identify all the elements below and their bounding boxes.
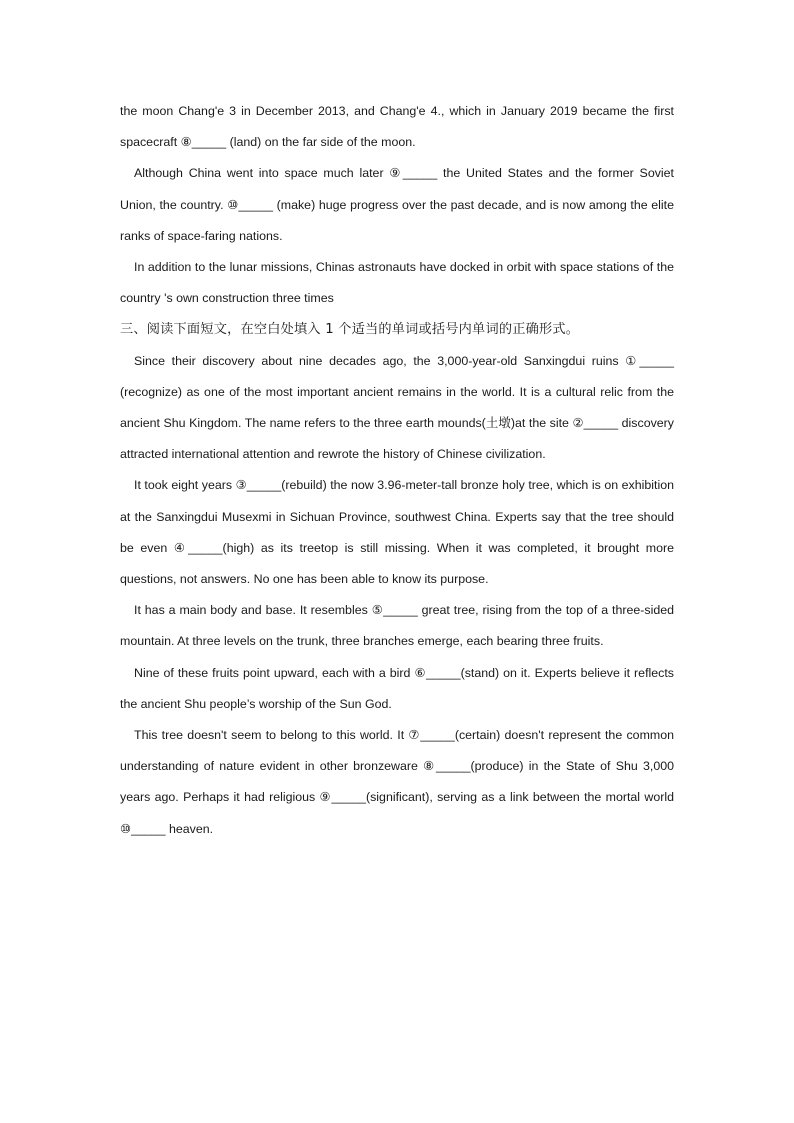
section-three-paragraph-1: Since their discovery about nine decades ago, the 3,000-year-old Sanxingdui ruins ①_____ (recognize) as one of the most important ancient remains in the world. It is a cultural relic from the ancient Shu Kingdom. The name refers to the three earth mounds(土墩)at the site ②_____ discovery attracted international attention and rewrote the history of Chinese civilization.: [120, 353, 674, 462]
section-three-paragraph-5: This tree doesn't seem to belong to this world. It ⑦_____(certain) doesn't represent the common understanding of nature evident in other bronzeware ⑧_____(produce) in the State of Shu 3,000 years ago. Perhaps it had religious ⑨_____(significant), serving as a link between the mortal world ⑩_____ heaven.: [120, 728, 674, 836]
passage-paragraph-1: the moon Chang'e 3 in December 2013, and Chang'e 4., which in January 2019 became the first spacecraft ⑧_____ (land) on the far side of the moon.: [120, 104, 674, 150]
passage-paragraph-2: Although China went into space much later ⑨_____ the United States and the former Soviet Union, the country. ⑩_____ (make) huge progress over the past decade, and is now among the elite ranks of space-faring nations.: [120, 166, 674, 243]
section-three-heading: 三、阅读下面短文，在空白处填入 1 个适当的单词或括号内单词的正确形式。: [120, 322, 580, 338]
passage-paragraph-3: In addition to the lunar missions, Chinas astronauts have docked in orbit with space stations of the country 's own construction three times: [120, 260, 674, 306]
section-three-paragraph-3: It has a main body and base. It resembles ⑤_____ great tree, rising from the top of a three-sided mountain. At three levels on the trunk, three branches emerge, each bearing three fruits.: [120, 603, 674, 649]
section-three-paragraph-2: It took eight years ③_____(rebuild) the now 3.96-meter-tall bronze holy tree, which is on exhibition at the Sanxingdui Musexmi in Sichuan Province, southwest China. Experts say that the tree should be even ④_____(high) as its treetop is still missing. When it was completed, it brought more questions, not answers. No one has been able to know its purpose.: [120, 478, 674, 587]
document-page: [120, 96, 674, 845]
section-three-paragraph-4: Nine of these fruits point upward, each with a bird ⑥_____(stand) on it. Experts believe it reflects the ancient Shu people’s worship of the Sun God.: [120, 665, 674, 711]
